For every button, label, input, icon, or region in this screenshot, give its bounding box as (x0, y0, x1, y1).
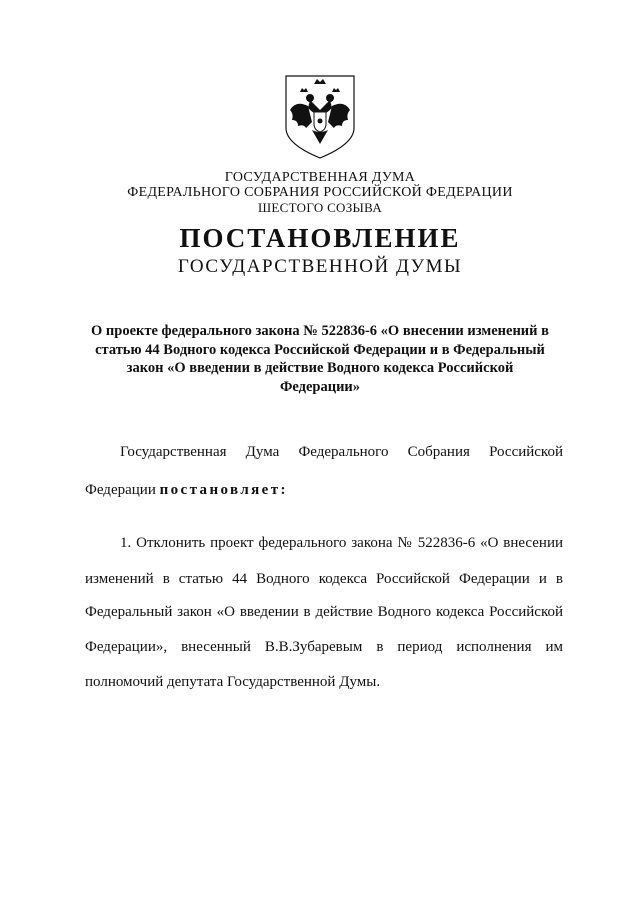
header-line-2: ФЕДЕРАЛЬНОГО СОБРАНИЯ РОССИЙСКОЙ ФЕДЕРАЦИИ (127, 185, 513, 200)
header-line-3: ШЕСТОГО СОЗЫВА (257, 200, 383, 215)
preamble-line-1: Государственная Дума Федерального Собрания Российской (120, 444, 563, 460)
point-1-line: изменений в статью 44 Водного кодекса Российской Федерации и в (85, 571, 563, 587)
subject-line: статью 44 Водного кодекса Российской Федерации и в Федеральный (95, 341, 545, 358)
point-1-line: 1. Отклонить проект федерального закона № 522836-6 «О внесении (120, 535, 563, 551)
document-title: ПОСТАНОВЛЕНИЕ (179, 223, 461, 253)
point-1-line: Федерации», внесенный В.В.Зубаревым в период исполнения им (85, 639, 563, 655)
header-line-1: ГОСУДАРСТВЕННАЯ ДУМА (224, 170, 416, 185)
subject-line: Федерации» (279, 378, 361, 395)
subject-line: О проекте федерального закона № 522836-6 «О внесении изменений в (91, 323, 549, 339)
document-subtitle: ГОСУДАРСТВЕННОЙ ДУМЫ (177, 256, 463, 277)
decree-verb: постановляет: (159, 482, 288, 498)
document-subject (70, 322, 570, 396)
preamble-line-2 (85, 482, 563, 499)
point-1-line: полномочий депутата Государственной Думы. (85, 674, 381, 690)
subject-line: закон «О введении в действие Водного кодекса Российской (126, 360, 514, 376)
coat-of-arms-icon (274, 70, 366, 162)
point-1-line: Федеральный закон «О введении в действие Водного кодекса Российской (85, 604, 563, 620)
preamble-text: Федерации (85, 482, 156, 498)
